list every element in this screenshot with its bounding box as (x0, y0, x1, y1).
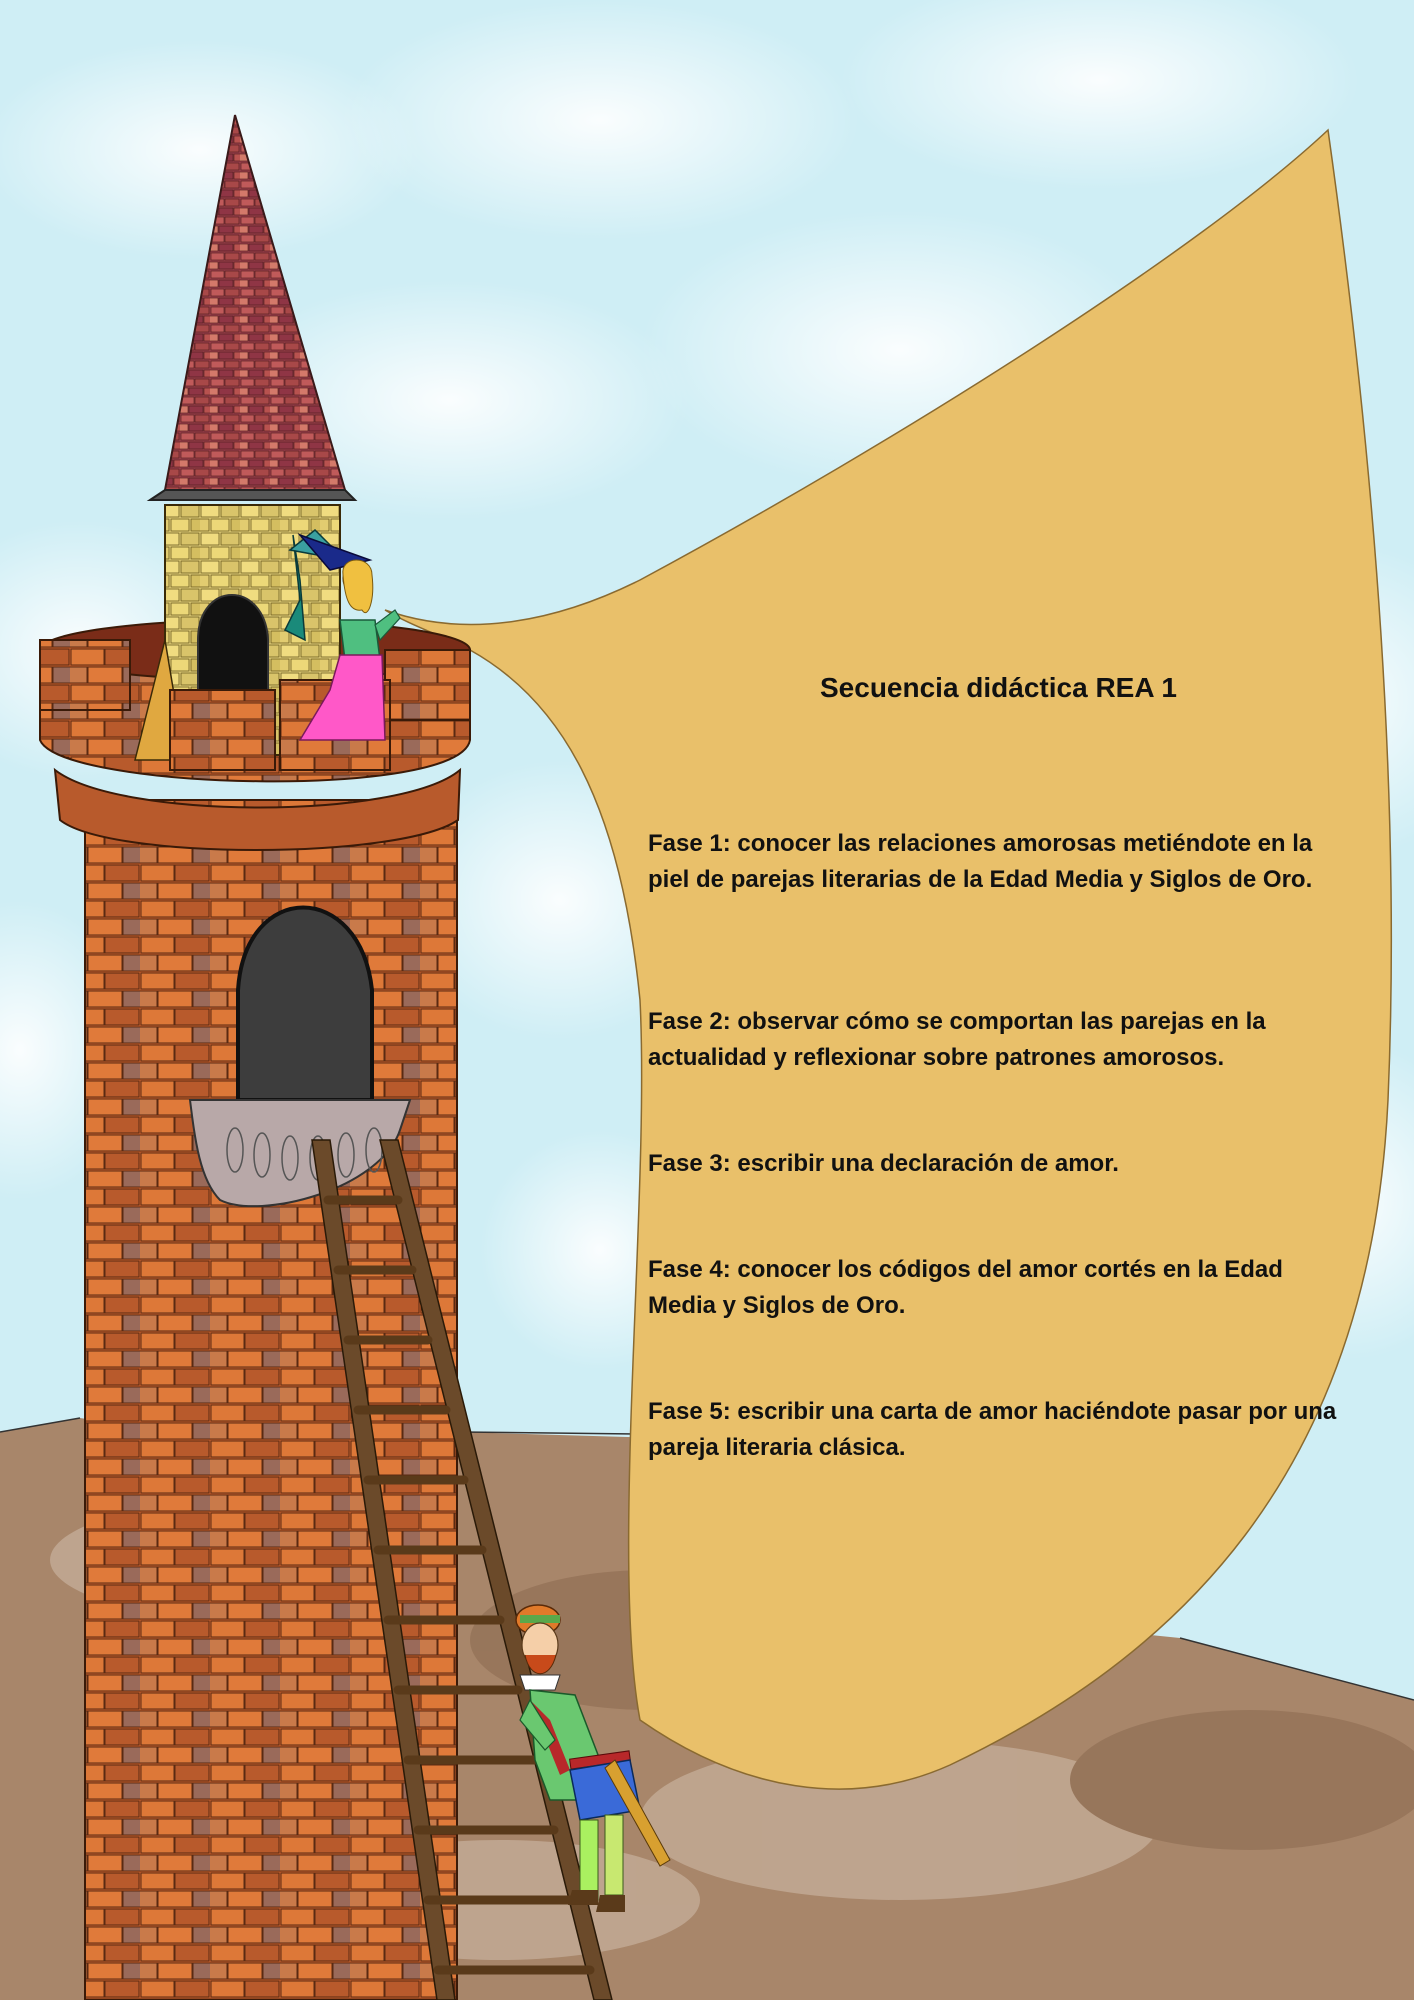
phase-1-text: Fase 1: conocer las relaciones amorosas metiéndote en la piel de parejas literarias de la Edad Media y Siglos de Oro. (648, 830, 1313, 893)
phase-2-text: Fase 2: observar cómo se comportan las parejas en la actualidad y reflexionar sobre patrones amorosos. (648, 1008, 1266, 1071)
phase-5-text: Fase 5: escribir una carta de amor haciéndote pasar por una pareja literaria clásica. (648, 1398, 1337, 1461)
phase-4-text: Fase 4: conocer los códigos del amor cortés en la Edad Media y Siglos de Oro. (648, 1256, 1283, 1319)
banner-title: Secuencia didáctica REA 1 (820, 672, 1177, 703)
phase-3-text: Fase 3: escribir una declaración de amor. (648, 1150, 1119, 1177)
